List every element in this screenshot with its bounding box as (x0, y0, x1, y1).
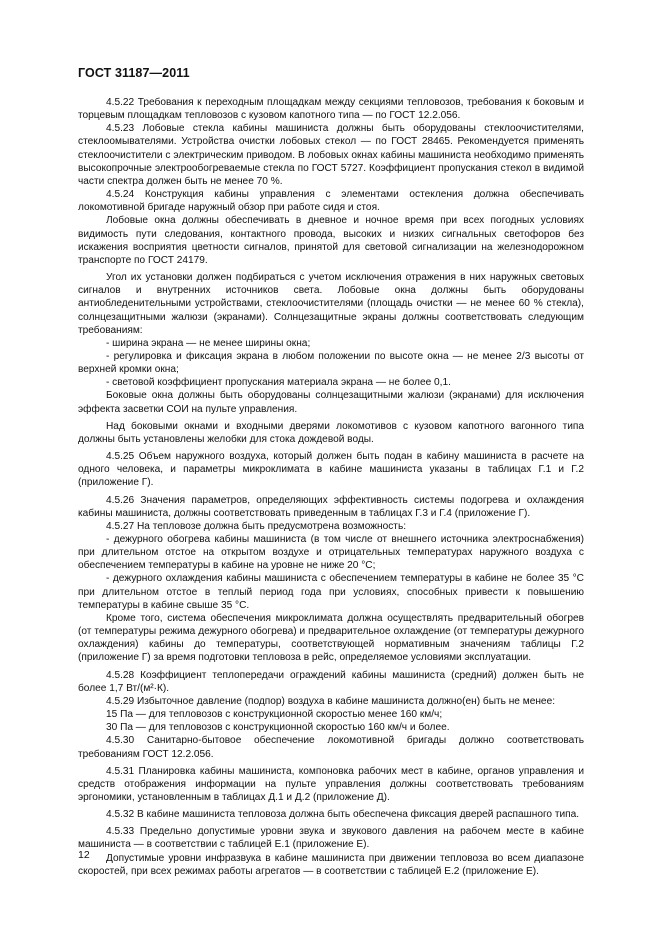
page-header-title: ГОСТ 31187—2011 (78, 66, 190, 80)
paragraph: Кроме того, система обеспечения микроклимата должна осуществлять предварительный обогрев (от температуры режима дежурного обогрева) и предварительное охлаждение (от температуры дежурного охлаждения) кабины до температуры, соответствующей нормативным значениям таблицы Г.2 (приложение Г) за время подготовки тепловоза в рейс, определяемое условиями эксплуатации. (78, 612, 584, 664)
list-item: 15 Па — для тепловозов с конструкционной скоростью менее 160 км/ч; (106, 709, 443, 721)
paragraph: Угол их установки должен подбираться с учетом исключения отражения в них наружных световых сигналов и внутренних источников света. Лобовые окна должны быть оборудованы антиобледенительными устройствами, стеклоочистителями (площадь очистки — не менее 60 % стекла), солнцезащитными жалюзи (экранами). Солнцезащитные экраны должны соответствовать следующим требованиям: (78, 272, 584, 336)
paragraph: 4.5.25 Объем наружного воздуха, который должен быть подан в кабину машиниста в расчете на одного человека, и параметры микроклимата в кабине машиниста указаны в таблицах Г.1 и Г.2 (приложение Г). (78, 451, 584, 489)
page-number: 12 (78, 849, 90, 861)
paragraph: 4.5.23 Лобовые стекла кабины машиниста должны быть оборудованы стеклоочистителями, стеклоомывателями. Устройства очистки лобовых стекол — по ГОСТ 28465. Рекомендуется применять стеклоочистители с электрическим приводом. В лобовых окнах кабины машиниста необходимо применять высокопрочные электрообогреваемые стекла по ГОСТ 5727. Коэффициент пропускания стекол в видимой части спектра должен быть не менее 70 %. (78, 123, 584, 187)
paragraph: 4.5.28 Коэффициент теплопередачи ограждений кабины машиниста (средний) должен быть не более 1,7 Вт/(м²·К). (78, 669, 584, 694)
list-item: 30 Па — для тепловозов с конструкционной скоростью 160 км/ч и более. (106, 722, 450, 734)
paragraph: 4.5.29 Избыточное давление (подпор) воздуха в кабине машиниста должно(ен) быть не менее: (106, 695, 556, 707)
paragraph: 4.5.24 Конструкция кабины управления с элементами остекления должна обеспечивать локомотивной бригаде наружный обзор при работе сидя и стоя. (78, 189, 584, 214)
list-item: - регулировка и фиксация экрана в любом положении по высоте окна — не менее 2/3 высоты от верхней кромки окна; (78, 350, 584, 376)
paragraph: 4.5.22 Требования к переходным площадкам между секциями тепловозов, требования к боковым и торцевым площадкам тепловозов с кузовом капотного типа — по ГОСТ 12.2.056. (78, 97, 584, 122)
list-item: - дежурного охлаждения кабины машиниста с обеспечением температуры в кабине не более 35 °C при длительном отстое в теплый период года при условиях, способных привести к повышению температуры в кабине свыше 35 °C. (78, 573, 584, 611)
list-item: - световой коэффициент пропускания материала экрана — не более 0,1. (106, 377, 451, 389)
document-body (78, 96, 584, 878)
list-item: - ширина экрана — не менее ширины окна; (106, 337, 311, 349)
paragraph: Лобовые окна должны обеспечивать в дневное и ночное время при всех погодных условиях видимость пути следования, контактного провода, высоких и низких сигнальных светофоров без искажения восприятия цветности сигналов, принятой для световой сигнализации на железнодорожном транспорте по ГОСТ 24179. (78, 215, 584, 266)
paragraph: 4.5.31 Планировка кабины машиниста, компоновка рабочих мест в кабине, органов управления и средств отображения информации на пульте управления должны соответствовать требованиям эргономики, установленным в таблицах Д.1 и Д.2 (приложение Д). (78, 765, 584, 803)
paragraph: Над боковыми окнами и входными дверями локомотивов с кузовом капотного вагонного типа должны быть установлены желобки для стока дождевой воды. (78, 420, 584, 445)
paragraph: Допустимые уровни инфразвука в кабине машиниста при движении тепловоза во всем диапазоне скоростей, при всех режимах работы агрегатов — в соответствии с таблицей Е.2 (приложение Е). (78, 852, 584, 877)
paragraph: 4.5.33 Предельно допустимые уровни звука и звукового давления на рабочем месте в кабине машиниста — в соответствии с таблицей Е.1 (приложение Е). (78, 826, 584, 851)
paragraph: 4.5.26 Значения параметров, определяющих эффективность системы подогрева и охлаждения кабины машиниста, должны соответствовать приведенным в таблицах Г.3 и Г.4 (приложение Г). (78, 494, 584, 519)
paragraph: 4.5.32 В кабине машиниста тепловоза должна быть обеспечена фиксация дверей распашного типа. (106, 809, 580, 821)
paragraph: Боковые окна должны быть оборудованы солнцезащитными жалюзи (экранами) для исключения эффекта засветки СОИ на пульте управления. (78, 390, 584, 415)
paragraph: 4.5.27 На тепловозе должна быть предусмотрена возможность: (106, 520, 407, 532)
list-item: - дежурного обогрева кабины машиниста (в том числе от внешнего источника электроснабжения) при длительном отстое на открытом воздухе и отрицательных температурах наружного воздуха с обеспечением температуры в кабине на уровне не ниже 20 °C; (78, 534, 584, 572)
paragraph: 4.5.30 Санитарно-бытовое обеспечение локомотивной бригады должно соответствовать требованиям ГОСТ 12.2.056. (78, 735, 584, 760)
